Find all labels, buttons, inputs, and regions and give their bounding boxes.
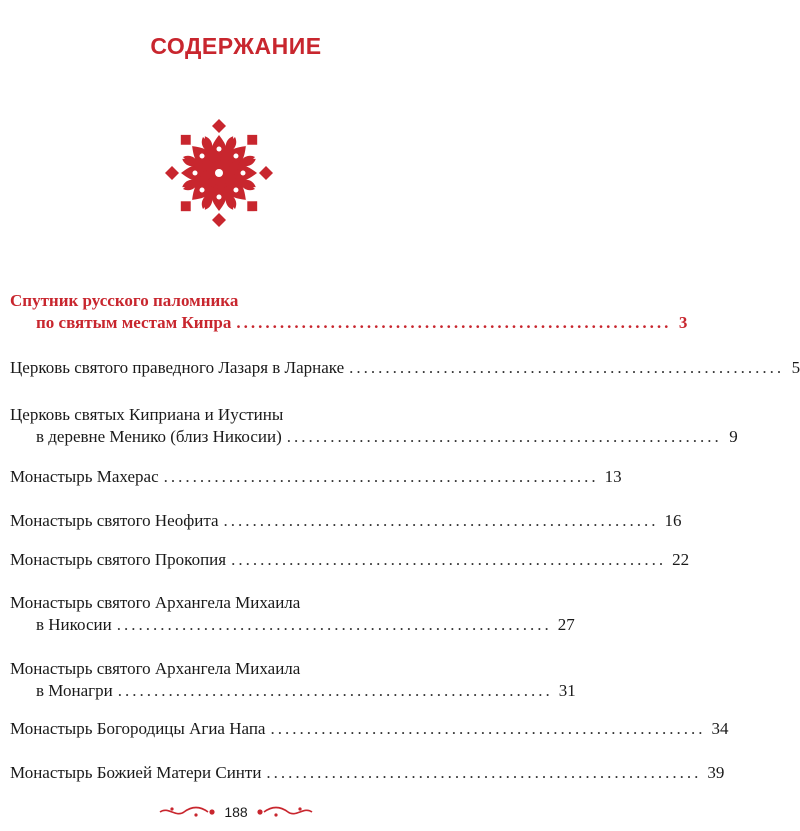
dot-leader: ............................................................ <box>349 358 785 377</box>
toc-entry-title: Церковь святого праведного Лазаря в Ларнаке <box>10 358 345 377</box>
page-title: СОДЕРЖАНИЕ <box>150 33 322 59</box>
snowflake-ornament-icon <box>163 117 275 229</box>
floral-flourish-right-icon <box>256 805 314 819</box>
toc-page-number: 5 <box>791 358 800 377</box>
toc-page-number: 16 <box>664 511 682 530</box>
toc-page-number: 34 <box>711 719 729 738</box>
dot-leader: ............................................................ <box>266 763 702 782</box>
dot-leader: ............................................................ <box>270 719 706 738</box>
toc-entry-title: Спутник русского паломника <box>10 291 239 310</box>
toc-entry-title: в Никосии <box>36 615 112 634</box>
toc-entry-title: в Монагри <box>36 681 113 700</box>
toc-entry[interactable] <box>10 549 690 571</box>
toc-entry-title: Монастырь Божией Матери Синти <box>10 763 262 782</box>
toc-entry-title: Монастырь святого Неофита <box>10 511 219 530</box>
toc-entry-title: в деревне Менико (близ Никосии) <box>36 427 282 446</box>
toc-entry-title: по святым местам Кипра <box>36 313 232 332</box>
toc-page-number: 9 <box>729 427 738 446</box>
dot-leader: ............................................................ <box>286 427 722 446</box>
toc-page-number: 3 <box>678 313 688 332</box>
dot-leader: ............................................................ <box>223 511 659 530</box>
toc-entry[interactable] <box>10 762 725 784</box>
dot-leader: ............................................................ <box>163 467 599 486</box>
toc-entry-title: Монастырь святого Архангела Михаила <box>10 593 301 612</box>
dot-leader: ............................................................ <box>117 681 553 700</box>
toc-entry[interactable] <box>10 718 729 740</box>
toc-entry-title: Монастырь Богородицы Агиа Напа <box>10 719 266 738</box>
floral-flourish-left-icon <box>158 805 216 819</box>
toc-entry[interactable] <box>10 592 575 636</box>
dot-leader: ............................................................ <box>231 550 667 569</box>
dot-leader: ............................................................ <box>236 313 672 332</box>
toc-entry-title: Монастырь святого Прокопия <box>10 550 227 569</box>
toc-entry-title: Церковь святых Киприана и Иустины <box>10 405 284 424</box>
toc-entry-title: Монастырь Махерас <box>10 467 159 486</box>
toc-entry[interactable] <box>10 466 622 488</box>
toc-page-number: 22 <box>672 550 690 569</box>
toc-page-number: 31 <box>558 681 576 700</box>
toc-entry[interactable] <box>10 357 800 379</box>
toc-entry[interactable] <box>10 290 688 334</box>
toc-page-number: 39 <box>707 763 725 782</box>
toc-entry[interactable] <box>10 404 738 448</box>
toc-page-number: 13 <box>604 467 622 486</box>
page-footer <box>0 800 472 824</box>
toc-entry[interactable] <box>10 510 682 532</box>
toc-entry[interactable] <box>10 658 576 702</box>
toc-page-number: 27 <box>557 615 575 634</box>
toc-entry-title: Монастырь святого Архангела Михаила <box>10 659 301 678</box>
dot-leader: ............................................................ <box>116 615 552 634</box>
page-number: 188 <box>224 804 248 820</box>
